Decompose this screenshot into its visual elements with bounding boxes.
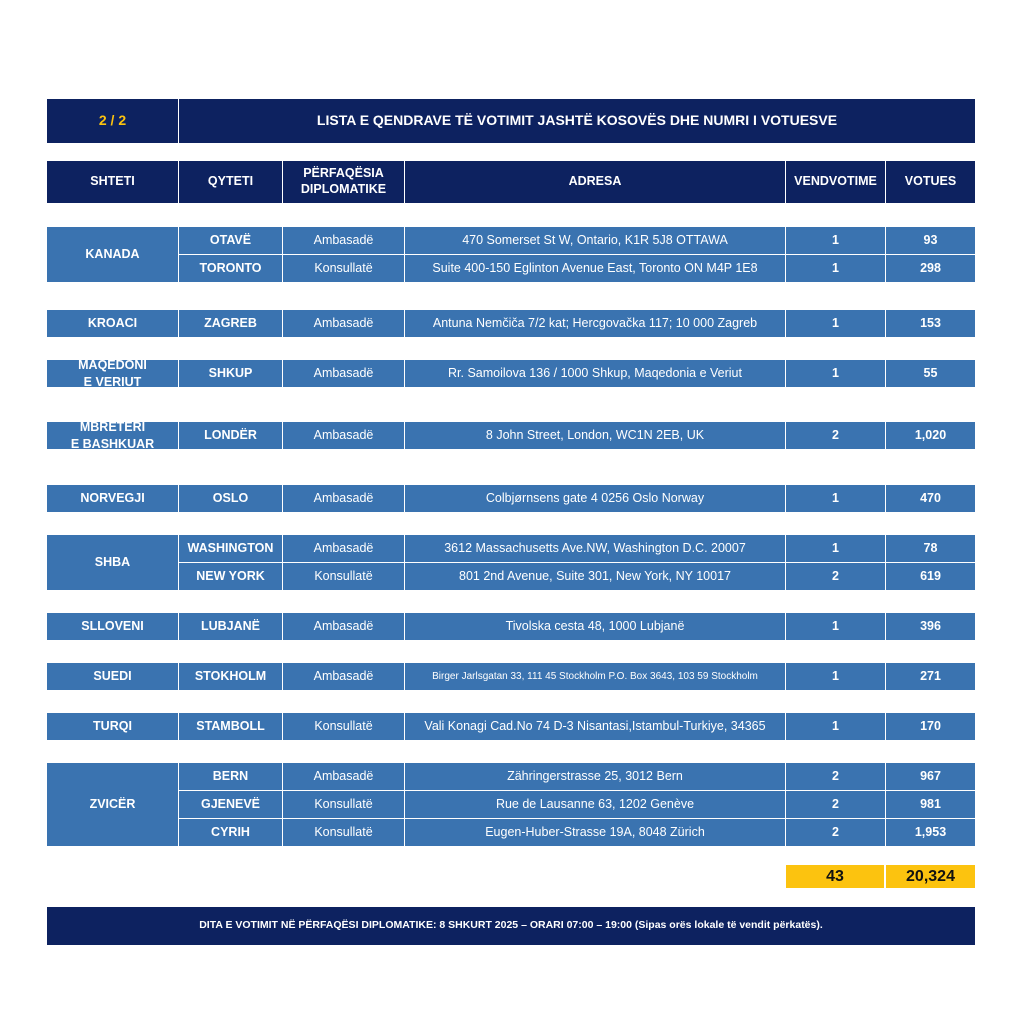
country-group [47, 613, 975, 640]
stations-cell: 2 [786, 422, 885, 449]
city-cell: OSLO [179, 485, 282, 512]
address-cell: Eugen-Huber-Strasse 19A, 8048 Zürich [405, 819, 785, 846]
table-row [47, 422, 975, 449]
country-name: SUEDI [93, 669, 132, 684]
voters-cell: 55 [886, 360, 975, 387]
stations-cell: 1 [786, 613, 885, 640]
city-cell: STOKHOLM [179, 663, 282, 690]
country-name: MAQEDONI [78, 358, 147, 373]
title-bar [47, 99, 975, 143]
stations-cell: 1 [786, 360, 885, 387]
address-cell: Zähringerstrasse 25, 3012 Bern [405, 763, 785, 790]
voters-cell: 153 [886, 310, 975, 337]
voters-cell: 1,953 [886, 819, 975, 846]
stations-cell: 1 [786, 485, 885, 512]
column-header-mission [283, 161, 404, 203]
total-voters: 20,324 [886, 865, 975, 888]
city-cell: OTAVË [179, 227, 282, 254]
country-name: MBRETËRI [79, 420, 146, 435]
table-row [47, 791, 975, 818]
city-cell: ZAGREB [179, 310, 282, 337]
city-cell: CYRIH [179, 819, 282, 846]
stations-cell: 1 [786, 227, 885, 254]
stations-cell: 2 [786, 563, 885, 590]
city-cell: TORONTO [179, 255, 282, 282]
column-header-city: QYTETI [179, 161, 282, 203]
address-cell: 801 2nd Avenue, Suite 301, New York, NY 10017 [405, 563, 785, 590]
table-row [47, 227, 975, 254]
city-cell: STAMBOLL [179, 713, 282, 740]
address-cell: Birger Jarlsgatan 33, 111 45 Stockholm P.O. Box 3643, 103 59 Stockholm [405, 663, 785, 690]
city-cell: WASHINGTON [179, 535, 282, 562]
column-header-stations: VENDVOTIME [786, 161, 885, 203]
page-title: LISTA E QENDRAVE TË VOTIMIT JASHTË KOSOVËS DHE NUMRI I VOTUESVE [316, 112, 838, 129]
country-group [47, 422, 975, 449]
voters-cell: 93 [886, 227, 975, 254]
country-name: TURQI [93, 719, 132, 734]
table-row [47, 360, 975, 387]
table-row [47, 535, 975, 562]
city-cell: NEW YORK [179, 563, 282, 590]
city-cell: GJENEVË [179, 791, 282, 818]
city-cell: SHKUP [179, 360, 282, 387]
voters-cell: 981 [886, 791, 975, 818]
country-group [47, 713, 975, 740]
table-row [47, 310, 975, 337]
country-name: E VERIUT [83, 374, 142, 389]
stations-cell: 2 [786, 791, 885, 818]
stations-cell: 1 [786, 255, 885, 282]
column-header-mission-line1: PËRFAQËSIA [303, 166, 384, 181]
mission-type-cell: Konsullatë [283, 255, 404, 282]
column-header-mission-line2: DIPLOMATIKE [300, 182, 387, 196]
mission-type-cell: Ambasadë [283, 422, 404, 449]
address-cell: Colbjørnsens gate 4 0256 Oslo Norway [405, 485, 785, 512]
mission-type-cell: Ambasadë [283, 535, 404, 562]
table-row [47, 563, 975, 590]
mission-type-cell: Ambasadë [283, 663, 404, 690]
column-header-row [47, 161, 975, 203]
address-cell: 470 Somerset St W, Ontario, K1R 5J8 OTTAWA [405, 227, 785, 254]
table-row [47, 613, 975, 640]
country-group [47, 763, 975, 846]
country-group [47, 360, 975, 387]
voters-cell: 396 [886, 613, 975, 640]
mission-type-cell: Ambasadë [283, 763, 404, 790]
country-name: ZVICËR [89, 797, 136, 812]
total-stations: 43 [786, 865, 884, 888]
table-row [47, 255, 975, 282]
mission-type-cell: Ambasadë [283, 485, 404, 512]
column-header-country: SHTETI [47, 161, 178, 203]
mission-type-cell: Ambasadë [283, 227, 404, 254]
address-cell: Rr. Samoilova 136 / 1000 Shkup, Maqedonia e Veriut [405, 360, 785, 387]
voters-cell: 967 [886, 763, 975, 790]
footer-note: DITA E VOTIMIT NË PËRFAQËSI DIPLOMATIKE: 8 SHKURT 2025 – ORARI 07:00 – 19:00 (Sipas orës lokale të vendit përkatës). [199, 919, 823, 932]
mission-type-cell: Ambasadë [283, 310, 404, 337]
address-cell: Vali Konagi Cad.No 74 D-3 Nisantasi,Istambul-Turkiye, 34365 [405, 713, 785, 740]
city-cell: LUBJANË [179, 613, 282, 640]
mission-type-cell: Ambasadë [283, 360, 404, 387]
stations-cell: 1 [786, 310, 885, 337]
table-row [47, 763, 975, 790]
country-name: E BASHKUAR [70, 436, 155, 451]
address-cell: Rue de Lausanne 63, 1202 Genève [405, 791, 785, 818]
country-group [47, 535, 975, 590]
stations-cell: 2 [786, 819, 885, 846]
address-cell: 8 John Street, London, WC1N 2EB, UK [405, 422, 785, 449]
city-cell: LONDËR [179, 422, 282, 449]
mission-type-cell: Konsullatë [283, 563, 404, 590]
country-name: SLLOVENI [81, 619, 144, 634]
mission-type-cell: Ambasadë [283, 613, 404, 640]
mission-type-cell: Konsullatë [283, 713, 404, 740]
voters-cell: 298 [886, 255, 975, 282]
address-cell: 3612 Massachusetts Ave.NW, Washington D.C. 20007 [405, 535, 785, 562]
table-row [47, 663, 975, 690]
voters-cell: 78 [886, 535, 975, 562]
stations-cell: 1 [786, 713, 885, 740]
country-group [47, 663, 975, 690]
page-indicator: 2 / 2 [98, 112, 127, 129]
table-row [47, 485, 975, 512]
voters-cell: 271 [886, 663, 975, 690]
city-cell: BERN [179, 763, 282, 790]
country-name: KANADA [85, 247, 140, 262]
country-group [47, 227, 975, 282]
voters-cell: 1,020 [886, 422, 975, 449]
address-cell: Antuna Nemčiča 7/2 kat; Hercgovačka 117; 10 000 Zagreb [405, 310, 785, 337]
country-group [47, 310, 975, 337]
column-header-address: ADRESA [405, 161, 785, 203]
address-cell: Tivolska cesta 48, 1000 Lubjanë [405, 613, 785, 640]
stations-cell: 1 [786, 663, 885, 690]
voters-cell: 170 [886, 713, 975, 740]
footer-bar [47, 907, 975, 945]
country-name: KROACI [87, 316, 138, 331]
table-row [47, 819, 975, 846]
mission-type-cell: Konsullatë [283, 819, 404, 846]
country-name: NORVEGJI [80, 491, 145, 506]
table-row [47, 713, 975, 740]
country-group [47, 485, 975, 512]
stations-cell: 1 [786, 535, 885, 562]
address-cell: Suite 400-150 Eglinton Avenue East, Toronto ON M4P 1E8 [405, 255, 785, 282]
voters-cell: 619 [886, 563, 975, 590]
voters-cell: 470 [886, 485, 975, 512]
country-name: SHBA [94, 555, 131, 570]
column-header-voters: VOTUES [886, 161, 975, 203]
mission-type-cell: Konsullatë [283, 791, 404, 818]
stations-cell: 2 [786, 763, 885, 790]
